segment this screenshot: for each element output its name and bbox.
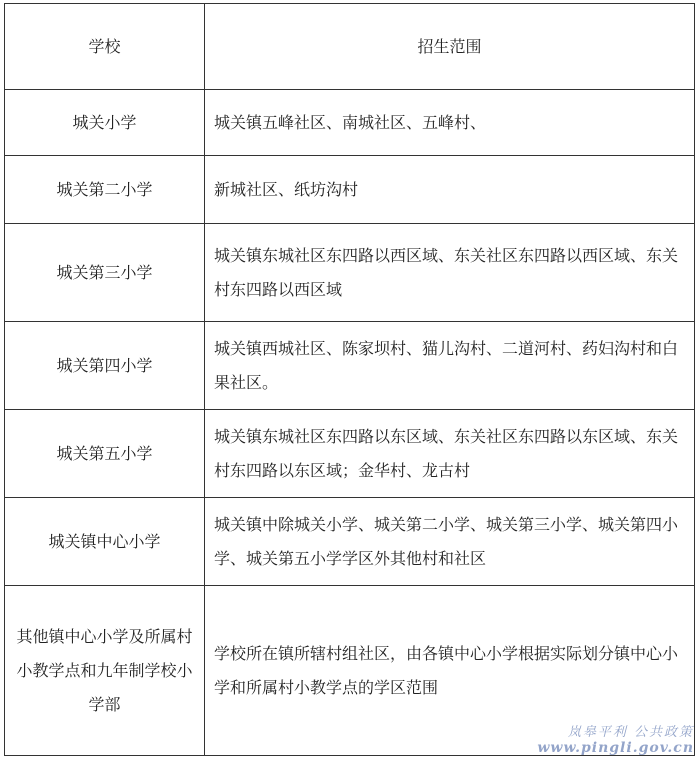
enrollment-zone-table xyxy=(4,3,695,756)
enrollment-scope: 城关镇东城社区东四路以西区域、东关社区东四路以西区域、东关村东四路以西区域 xyxy=(205,224,695,322)
enrollment-scope: 城关镇五峰社区、南城社区、五峰村、 xyxy=(205,90,695,156)
table-row xyxy=(5,498,695,586)
enrollment-scope: 城关镇中除城关小学、城关第二小学、城关第三小学、城关第四小学、城关第五小学学区外其他村和社区 xyxy=(205,498,695,586)
enrollment-scope: 城关镇西城社区、陈家坝村、猫儿沟村、二道河村、药妇沟村和白果社区。 xyxy=(205,322,695,410)
table-row xyxy=(5,90,695,156)
school-name: 城关第四小学 xyxy=(5,322,205,410)
site-watermark xyxy=(537,721,694,756)
enrollment-scope: 新城社区、纸坊沟村 xyxy=(205,156,695,224)
table-row xyxy=(5,322,695,410)
school-name: 城关第五小学 xyxy=(5,410,205,498)
table-row xyxy=(5,224,695,322)
header-enrollment-scope: 招生范围 xyxy=(205,4,695,90)
watermark-url: www.pingli.gov.cn xyxy=(537,740,694,756)
school-name: 城关小学 xyxy=(5,90,205,156)
school-name: 城关镇中心小学 xyxy=(5,498,205,586)
table-row xyxy=(5,410,695,498)
school-name: 城关第三小学 xyxy=(5,224,205,322)
enrollment-scope: 学校所在镇所辖村组社区，由各镇中心小学根据实际划分镇中心小学和所属村小教学点的学区范围 xyxy=(205,586,695,756)
watermark-text: 岚皋平利 公共政策 xyxy=(567,725,694,740)
school-name: 城关第二小学 xyxy=(5,156,205,224)
enrollment-scope: 城关镇东城社区东四路以东区域、东关社区东四路以东区域、东关村东四路以东区域；金华村、龙古村 xyxy=(205,410,695,498)
table-row xyxy=(5,156,695,224)
school-name: 其他镇中心小学及所属村小教学点和九年制学校小学部 xyxy=(5,586,205,756)
table-header-row xyxy=(5,4,695,90)
header-school: 学校 xyxy=(5,4,205,90)
